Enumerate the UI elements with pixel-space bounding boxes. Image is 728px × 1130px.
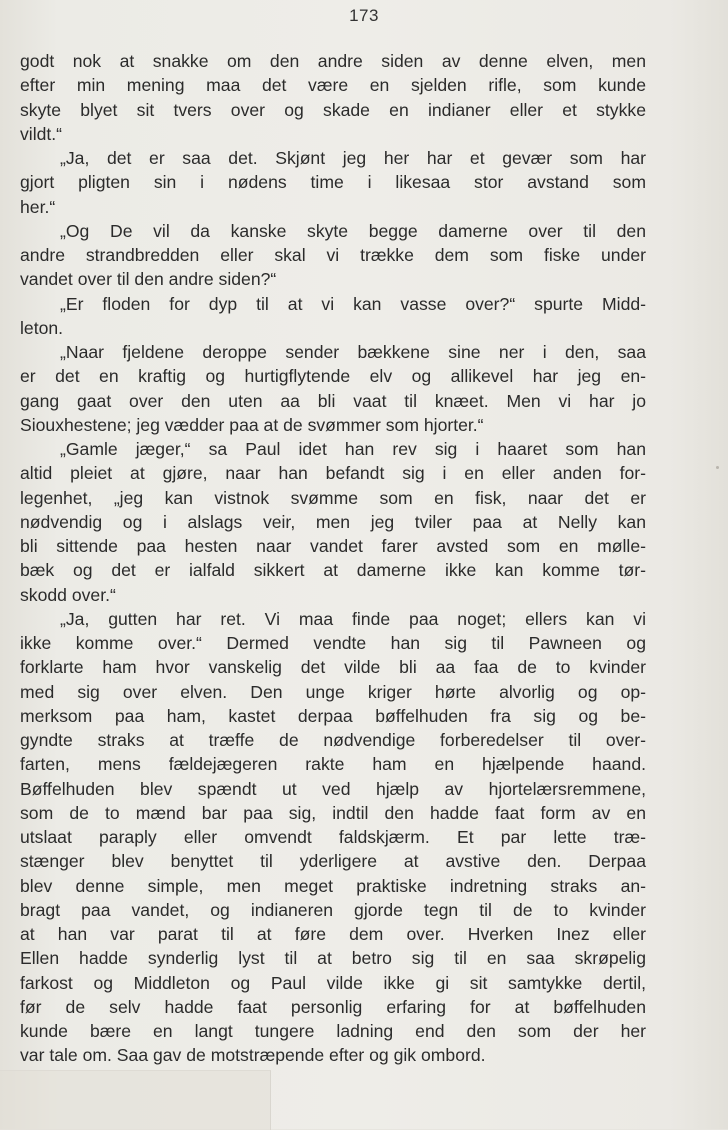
text-line: bragt paa vandet, og indianeren gjorde tegn til de to kvinder xyxy=(20,899,646,920)
text-line: ikke komme over.“ Dermed vendte han sig til Pawneen og xyxy=(20,633,646,653)
text-line: Siouxhestene; jeg vædder paa at de svømmer som hjorter.“ xyxy=(20,414,484,435)
paper-speck xyxy=(716,466,719,469)
text-line: andre strandbredden eller skal vi trække dem som fiske under xyxy=(20,245,646,265)
text-line: merksom paa ham, kastet derpaa bøffelhuden fra sig og be- xyxy=(20,705,646,726)
text-line: som de to mænd bar paa sig, indtil den hadde faat form av en xyxy=(20,802,646,823)
text-line: altid pleiet at gjøre, naar han befandt sig i en eller anden for- xyxy=(20,463,646,484)
text-line: efter min mening maa det være en sjelden rifle, som kunde xyxy=(20,75,646,96)
text-line: „Og De vil da kanske skyte begge damerne over til den xyxy=(60,220,646,241)
text-line: forklarte ham hvor vanskelig det vilde bli aa faa de to kvinder xyxy=(20,657,646,678)
body-text xyxy=(20,49,646,1068)
text-line: stænger blev benyttet til yderligere at avstive den. Derpaa xyxy=(20,851,646,872)
text-line: leton. xyxy=(20,317,64,338)
page-number: 173 xyxy=(349,6,379,25)
text-line: farkost og Middleton og Paul vilde ikke gi sit samtykke dertil, xyxy=(20,972,646,993)
text-line: vandet over til den andre siden?“ xyxy=(20,269,277,290)
text-line: „Naar fjeldene deroppe sender bækkene sine ner i den, saa xyxy=(60,342,646,362)
text-line: Ellen hadde synderlig lyst til at betro sig til en saa skrøpelig xyxy=(20,948,646,969)
text-line: kunde bære en langt tungere ladning end den som der her xyxy=(20,1021,646,1041)
text-line: skyte blyet sit tvers over og skade en indianer eller et stykke xyxy=(20,99,646,120)
text-line: gjort pligten sin i nødens time i likesaa stor avstand som xyxy=(20,172,646,193)
text-line: „Ja, det er saa det. Skjønt jeg her har et gevær som har xyxy=(60,148,646,168)
page-stain xyxy=(0,1070,271,1130)
text-line: „Gamle jæger,“ sa Paul idet han rev sig i haaret som han xyxy=(60,439,646,459)
text-line: gang gaat over den uten aa bli vaat til knæet. Men vi har jo xyxy=(20,390,646,411)
text-line: „Er floden for dyp til at vi kan vasse over?“ spurte Midd- xyxy=(60,293,646,314)
text-line: at han var parat til at føre dem over. Hverken Inez eller xyxy=(20,924,646,944)
text-line: nødvendig og i alslags veir, men jeg tviler paa at Nelly kan xyxy=(20,511,646,532)
text-line: skodd over.“ xyxy=(20,584,116,605)
text-line: utslaat paraply eller omvendt faldskjærm. Et par lette træ- xyxy=(20,827,646,847)
text-line: „Ja, gutten har ret. Vi maa finde paa noget; ellers kan vi xyxy=(60,608,646,629)
text-line: med sig over elven. Den unge kriger hørte alvorlig og op- xyxy=(20,681,646,702)
text-line: farten, mens fældejægeren rakte ham en hjælpende haand. xyxy=(20,754,646,775)
text-line: bæk og det er ialfald sikkert at damerne ikke kan komme tør- xyxy=(20,560,646,581)
text-line: blev denne simple, men meget praktiske indretning straks an- xyxy=(20,875,646,896)
text-line: bli sittende paa hesten naar vandet farer avsted som en mølle- xyxy=(20,536,646,556)
text-line: gyndte straks at træffe de nødvendige forberedelser til over- xyxy=(20,730,646,750)
text-line: før de selv hadde faat personlig erfaring for at bøffelhuden xyxy=(20,996,646,1017)
text-line: godt nok at snakke om den andre siden av denne elven, men xyxy=(20,51,646,71)
text-line: vildt.“ xyxy=(20,123,63,144)
text-line: er det en kraftig og hurtigflytende elv og allikevel har jeg en- xyxy=(20,366,646,387)
text-line: her.“ xyxy=(20,196,56,217)
text-line: Bøffelhuden blev spændt ut ved hjælp av hjortelærsremmene, xyxy=(20,778,646,799)
text-line: legenhet, „jeg kan vistnok svømme som en fisk, naar det er xyxy=(20,487,646,508)
text-line: var tale om. Saa gav de motstræpende efter og gik ombord. xyxy=(20,1045,486,1066)
